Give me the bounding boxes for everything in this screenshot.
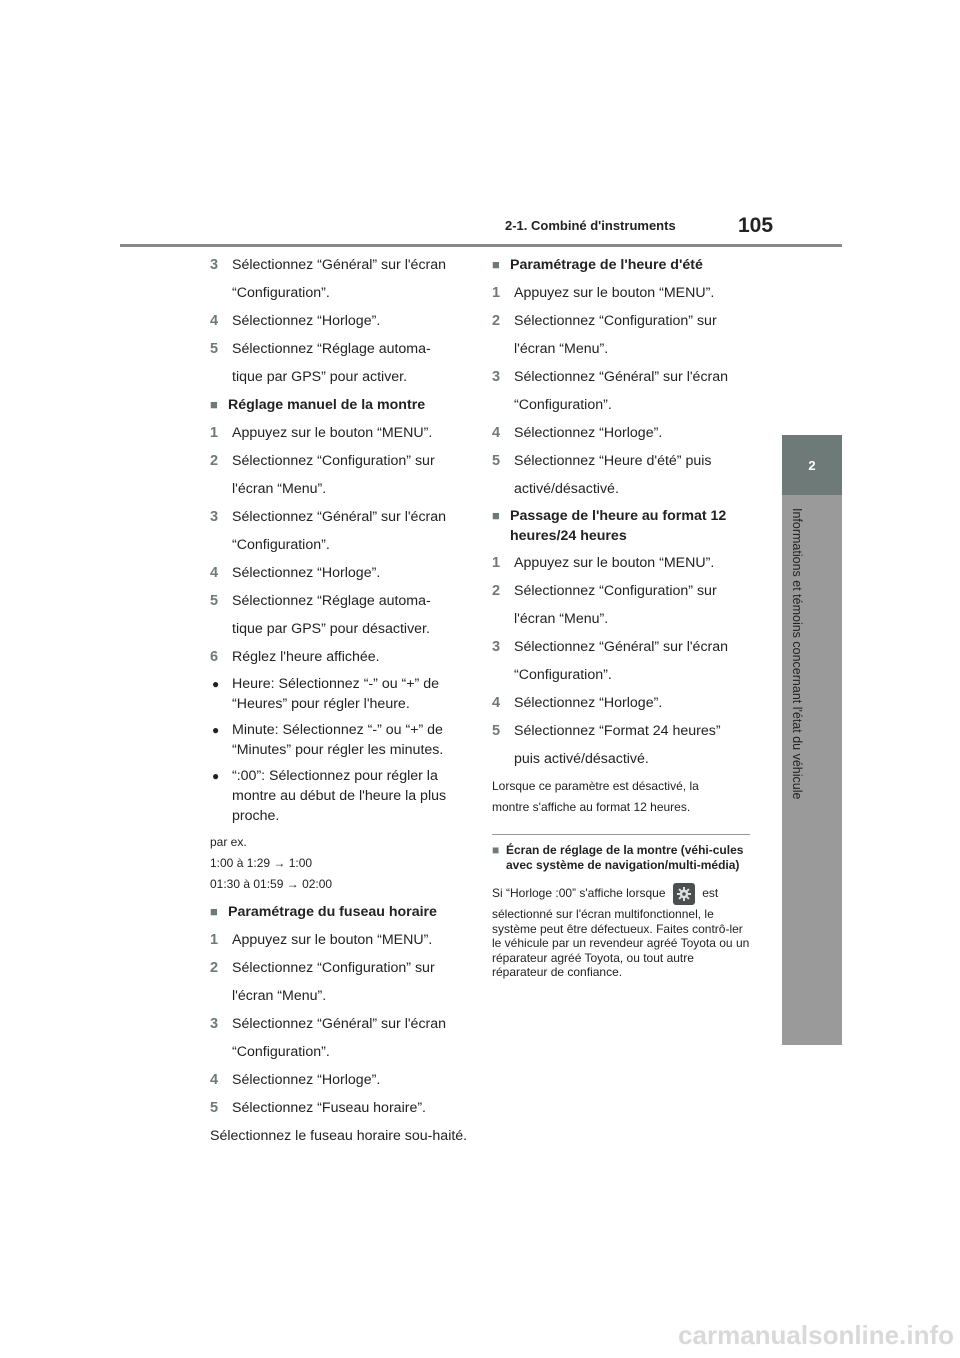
note-text: Si “Horloge :00” s'affiche lorsque (492, 886, 666, 901)
step-line: Réglez l'heure affichée. (232, 649, 380, 665)
step-number: 3 (210, 257, 219, 273)
step-number: 5 (210, 593, 219, 609)
step-line: Sélectionnez “Réglage automa- (232, 341, 431, 357)
step-text (232, 929, 468, 951)
watermark: carmanualsonline.info (678, 1320, 954, 1350)
section-heading-dst (492, 254, 750, 276)
step-text (514, 310, 750, 360)
timezone-final: Sélectionnez le fuseau horaire sou-haité. (210, 1128, 468, 1144)
step-text (232, 1013, 468, 1063)
step-number: 2 (492, 313, 501, 329)
step-item (210, 590, 468, 640)
step-text (514, 580, 750, 630)
side-chapter-title: Informations et témoins concernant l'état du véhicule (790, 508, 804, 800)
step-line: Sélectionnez “Général” sur l'écran (514, 639, 729, 655)
gear-icon (673, 883, 695, 905)
step-item (210, 310, 468, 332)
step-text (232, 310, 468, 332)
right-column (492, 254, 750, 980)
step-item (492, 450, 750, 500)
step-text (232, 506, 468, 556)
square-marker-icon: ■ (492, 843, 500, 857)
step-text (232, 646, 468, 668)
square-marker-icon: ■ (492, 508, 500, 523)
step-item (210, 646, 468, 668)
step-line: Appuyez sur le bouton “MENU”. (232, 425, 433, 441)
page-number: 105 (738, 214, 774, 237)
step-text (514, 282, 750, 304)
step-item (210, 450, 468, 500)
bullet-text: “:00”: Sélectionnez pour régler la montre au début de l'heure la plus proche. (232, 768, 447, 824)
step-item (492, 580, 750, 630)
step-number: 1 (492, 555, 501, 571)
heading-text: Paramétrage du fuseau horaire (228, 904, 437, 920)
step-line: Sélectionnez “Heure d'été” puis (514, 453, 712, 469)
step-number: 5 (210, 1100, 219, 1116)
step-text (232, 450, 468, 500)
step-line: “Configuration”. (514, 667, 612, 683)
step-number: 3 (492, 639, 501, 655)
step-line: l'écran “Menu”. (232, 988, 327, 1004)
step-line: Sélectionnez “Horloge”. (514, 425, 663, 441)
bullet-list (210, 674, 468, 826)
section-heading-timezone (210, 901, 468, 923)
left-column (210, 254, 468, 1147)
step-line: Appuyez sur le bouton “MENU”. (514, 285, 715, 301)
step-line: Sélectionnez “Horloge”. (232, 565, 381, 581)
format-note: montre s'affiche au format 12 heures. (492, 800, 691, 814)
step-item (492, 366, 750, 416)
step-item (210, 929, 468, 951)
step-line: tique par GPS” pour activer. (232, 369, 408, 385)
step-item (210, 1097, 468, 1119)
step-item (492, 422, 750, 444)
step-text (514, 720, 750, 770)
format-note: Lorsque ce paramètre est désactivé, la (492, 779, 699, 793)
step-number: 2 (210, 960, 219, 976)
step-text (232, 338, 468, 388)
step-line: Sélectionnez “Général” sur l'écran (232, 509, 447, 525)
bullet-item (210, 720, 468, 760)
step-number: 5 (210, 341, 219, 357)
note-text: est (702, 886, 719, 901)
steps-dst (492, 282, 750, 500)
step-text (232, 957, 468, 1007)
step-line: Sélectionnez “Format 24 heures” (514, 723, 721, 739)
step-line: Appuyez sur le bouton “MENU”. (232, 932, 433, 948)
step-number: 1 (210, 425, 219, 441)
step-item (210, 338, 468, 388)
step-number: 4 (210, 565, 219, 581)
chapter-title: 2-1. Combiné d'instruments (505, 218, 676, 233)
note-text: sélectionné sur l'écran multifonctionnel, le système peut être défectueux. Faites contrô-ler le véhicule par un revendeur agréé Toyota ou un réparateur agréé Toyota, ou tout autre réparateur de confiance. (492, 907, 750, 979)
note-divider (492, 834, 750, 835)
step-line: l'écran “Menu”. (514, 611, 609, 627)
step-item (210, 957, 468, 1007)
bullet-text: Heure: Sélectionnez “-” ou “+” de “Heures” pour régler l'heure. (232, 676, 440, 712)
step-line: l'écran “Menu”. (232, 481, 327, 497)
step-item (492, 692, 750, 714)
step-text (232, 1069, 468, 1091)
step-line: activé/désactivé. (514, 481, 619, 497)
step-number: 2 (492, 583, 501, 599)
step-number: 2 (210, 453, 219, 469)
bullet-dot-icon: ● (212, 769, 220, 783)
step-line: Sélectionnez “Configuration” sur (232, 453, 435, 469)
note-heading (492, 843, 750, 873)
bullet-dot-icon: ● (212, 677, 220, 691)
section-heading-manual (210, 394, 468, 416)
step-text (514, 692, 750, 714)
step-text (232, 590, 468, 640)
bullet-item (210, 674, 468, 714)
step-line: Sélectionnez “Configuration” sur (232, 960, 435, 976)
step-line: Sélectionnez “Général” sur l'écran (514, 369, 729, 385)
step-number: 3 (210, 509, 219, 525)
steps-format (492, 552, 750, 770)
step-number: 4 (492, 695, 501, 711)
step-number: 4 (210, 1072, 219, 1088)
step-number: 5 (492, 453, 501, 469)
example-label: par ex. (210, 835, 247, 849)
step-number: 6 (210, 649, 219, 665)
step-text (514, 422, 750, 444)
step-line: Sélectionnez “Réglage automa- (232, 593, 431, 609)
step-line: tique par GPS” pour désactiver. (232, 621, 430, 637)
step-number: 4 (492, 425, 501, 441)
square-marker-icon: ■ (210, 904, 218, 919)
step-line: Sélectionnez “Horloge”. (514, 695, 663, 711)
step-number: 1 (492, 285, 501, 301)
heading-text: Réglage manuel de la montre (228, 397, 426, 413)
step-item (210, 254, 468, 304)
step-item (210, 506, 468, 556)
step-line: puis activé/désactivé. (514, 751, 649, 767)
step-line: “Configuration”. (232, 537, 330, 553)
square-marker-icon: ■ (492, 257, 500, 272)
chapter-tab: 2 (782, 435, 842, 495)
section-heading-format (492, 506, 750, 546)
step-item (210, 1069, 468, 1091)
step-line: Sélectionnez “Configuration” sur (514, 583, 717, 599)
square-marker-icon: ■ (210, 397, 218, 412)
example-line: 1:00 à 1:29 → 1:00 (210, 856, 313, 870)
step-line: “Configuration”. (232, 285, 330, 301)
step-text (232, 562, 468, 584)
note-body (492, 883, 750, 980)
step-item (210, 1013, 468, 1063)
step-text (514, 636, 750, 686)
step-line: Sélectionnez “Configuration” sur (514, 313, 717, 329)
heading-text: Paramétrage de l'heure d'été (510, 257, 703, 273)
heading-text: Passage de l'heure au format 12 heures/24 heures (510, 508, 727, 544)
step-line: Sélectionnez “Général” sur l'écran (232, 257, 447, 273)
step-text (232, 1097, 468, 1119)
steps-timezone (210, 929, 468, 1119)
step-item (492, 720, 750, 770)
step-line: Sélectionnez “Général” sur l'écran (232, 1016, 447, 1032)
step-item (210, 422, 468, 444)
bullet-text: Minute: Sélectionnez “-” ou “+” de “Minutes” pour régler les minutes. (232, 722, 444, 758)
step-item (492, 310, 750, 360)
step-text (232, 422, 468, 444)
bullet-item (210, 766, 468, 826)
step-line: “Configuration”. (514, 397, 612, 413)
step-line: Sélectionnez “Fuseau horaire”. (232, 1100, 426, 1116)
step-text (514, 552, 750, 574)
step-number: 3 (492, 369, 501, 385)
steps-auto-gps (210, 254, 468, 388)
step-number: 1 (210, 932, 219, 948)
step-line: “Configuration”. (232, 1044, 330, 1060)
step-text (232, 254, 468, 304)
step-item (492, 636, 750, 686)
header-divider (120, 244, 842, 247)
step-number: 4 (210, 313, 219, 329)
example-line: 01:30 à 01:59 → 02:00 (210, 877, 333, 891)
step-text (514, 366, 750, 416)
bullet-dot-icon: ● (212, 723, 220, 737)
step-item (210, 562, 468, 584)
step-line: Appuyez sur le bouton “MENU”. (514, 555, 715, 571)
step-text (514, 450, 750, 500)
step-item (492, 282, 750, 304)
step-line: Sélectionnez “Horloge”. (232, 1072, 381, 1088)
note-heading-text: Écran de réglage de la montre (véhi-cules avec système de navigation/multi-média) (506, 843, 744, 872)
step-number: 5 (492, 723, 501, 739)
step-line: Sélectionnez “Horloge”. (232, 313, 381, 329)
steps-manual (210, 422, 468, 668)
step-line: l'écran “Menu”. (514, 341, 609, 357)
step-item (492, 552, 750, 574)
step-number: 3 (210, 1016, 219, 1032)
